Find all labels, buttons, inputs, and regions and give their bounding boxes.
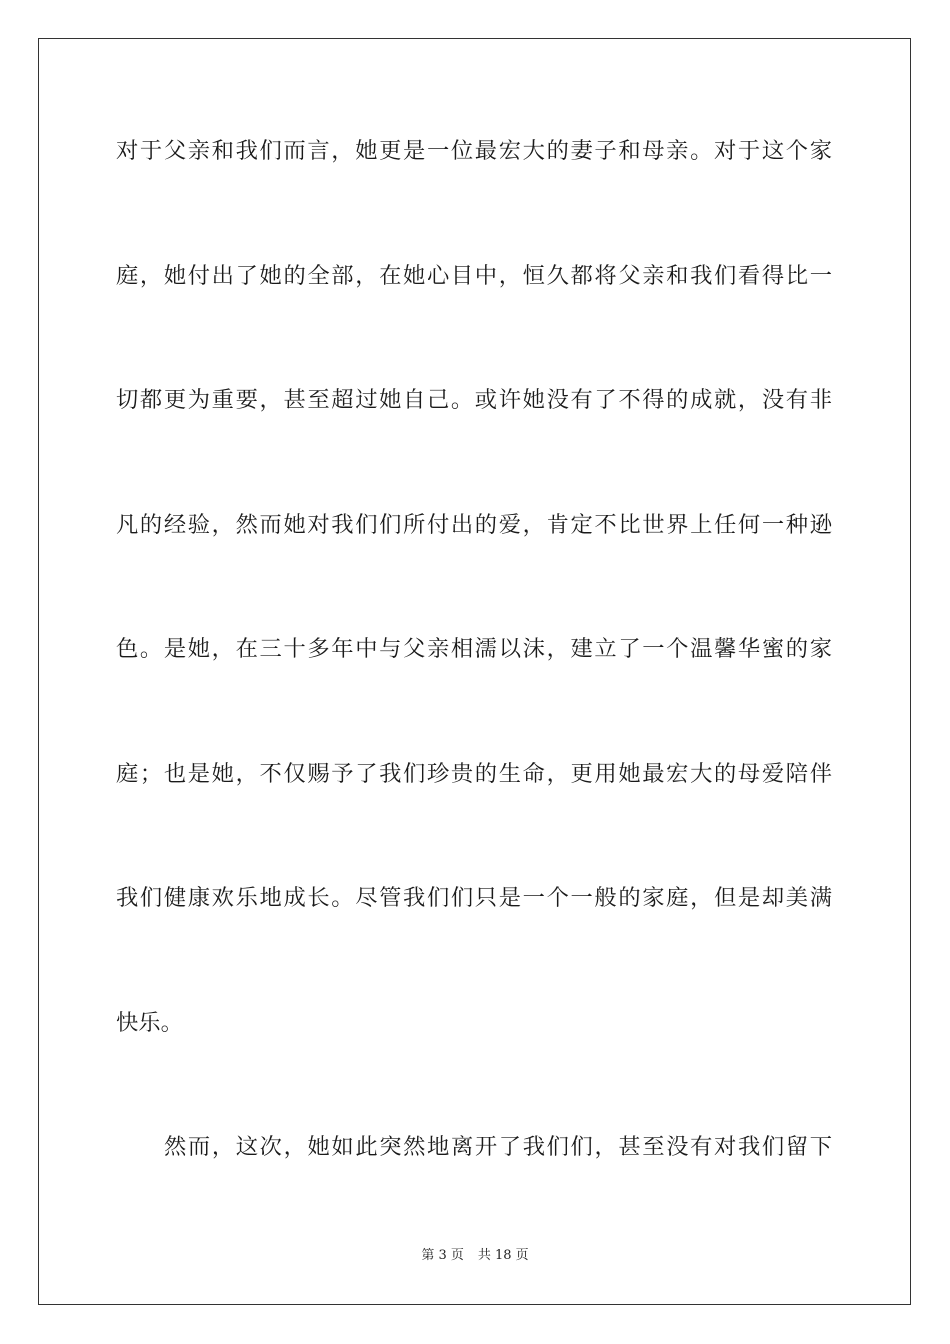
paragraph-line-3: 切都更为重要，甚至超过她自己。或许她没有了不得的成就，没有非 bbox=[116, 387, 832, 413]
paragraph-line-6: 庭；也是她，不仅赐予了我们珍贵的生命，更用她最宏大的母爱陪伴 bbox=[116, 761, 832, 787]
paragraph-line-9: 然而，这次，她如此突然地离开了我们们，甚至没有对我们留下 bbox=[164, 1134, 832, 1160]
page-total: 共 18 页 bbox=[477, 1248, 529, 1263]
page-border bbox=[38, 38, 911, 1305]
page-number: 第 3 页 bbox=[421, 1248, 464, 1263]
paragraph-line-2: 庭，她付出了她的全部，在她心目中，恒久都将父亲和我们看得比一 bbox=[116, 263, 832, 289]
paragraph-line-8: 快乐。 bbox=[116, 1010, 183, 1036]
paragraph-line-5: 色。是她，在三十多年中与父亲相濡以沫，建立了一个温馨华蜜的家 bbox=[116, 636, 832, 662]
paragraph-line-7: 我们健康欢乐地成长。尽管我们们只是一个一般的家庭，但是却美满 bbox=[116, 885, 832, 911]
paragraph-line-1: 对于父亲和我们而言，她更是一位最宏大的妻子和母亲。对于这个家 bbox=[116, 138, 832, 164]
paragraph-line-4: 凡的经验，然而她对我们们所付出的爱，肯定不比世界上任何一种逊 bbox=[116, 512, 832, 538]
page-footer bbox=[0, 1247, 950, 1265]
